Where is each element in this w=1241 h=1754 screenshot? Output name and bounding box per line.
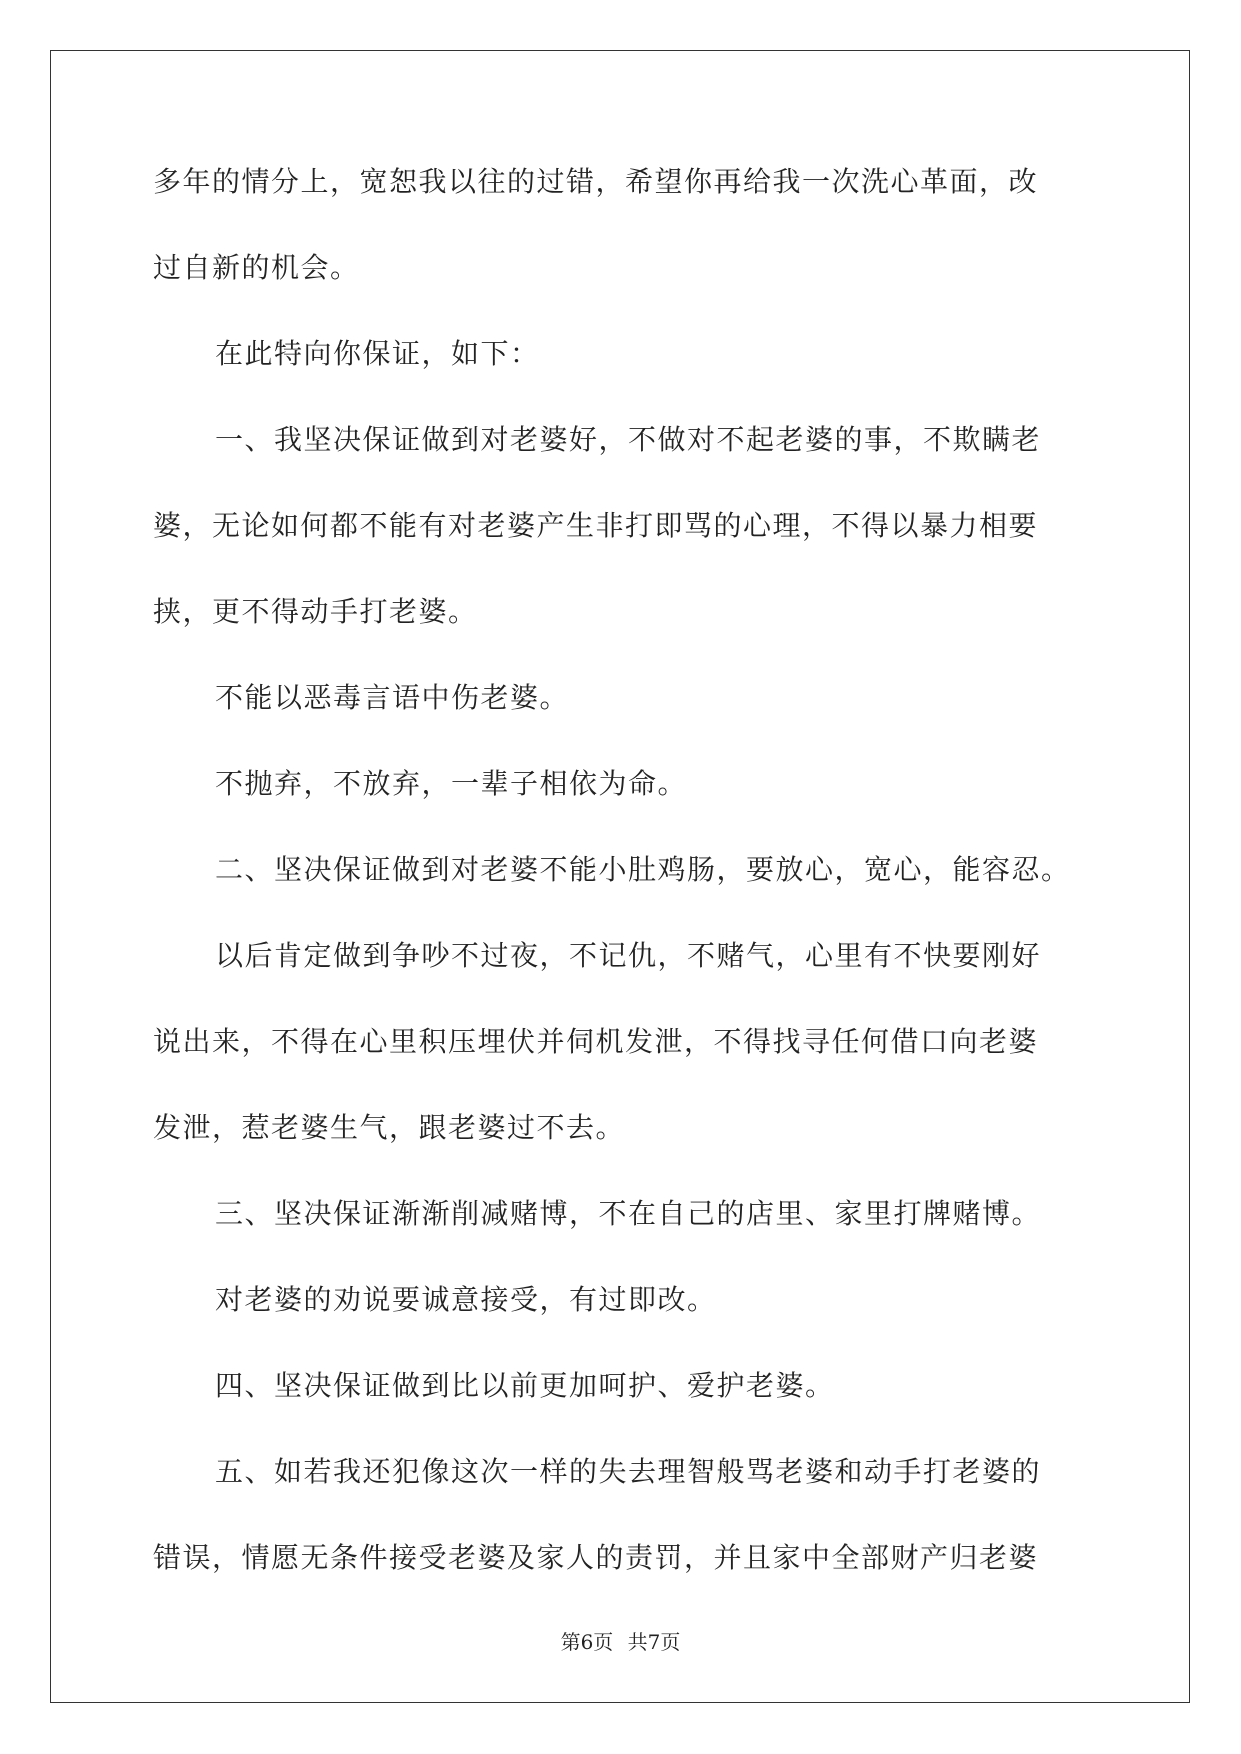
text-line: 对老婆的劝说要诚意接受，有过即改。 <box>215 1283 717 1316</box>
page-total: 共7页 <box>627 1630 681 1654</box>
text-line: 说出来，不得在心里积压埋伏并伺机发泄，不得找寻任何借口向老婆 <box>153 1025 1039 1058</box>
text-line: 发泄，惹老婆生气，跟老婆过不去。 <box>153 1111 626 1144</box>
page-footer <box>0 1626 1241 1655</box>
text-line: 在此特向你保证，如下： <box>215 337 540 370</box>
text-line: 挟，更不得动手打老婆。 <box>153 595 478 628</box>
text-line: 五、如若我还犯像这次一样的失去理智般骂老婆和动手打老婆的 <box>215 1455 1042 1488</box>
text-line: 多年的情分上，宽恕我以往的过错，希望你再给我一次洗心革面，改 <box>153 165 1039 198</box>
text-line: 四、坚决保证做到比以前更加呵护、爱护老婆。 <box>215 1369 835 1402</box>
text-line: 错误，情愿无条件接受老婆及家人的责罚，并且家中全部财产归老婆 <box>153 1541 1039 1574</box>
text-line: 过自新的机会。 <box>153 251 360 284</box>
text-line: 三、坚决保证渐渐削减赌博，不在自己的店里、家里打牌赌博。 <box>215 1197 1042 1230</box>
text-line: 不抛弃，不放弃，一辈子相依为命。 <box>215 767 688 800</box>
text-line: 二、坚决保证做到对老婆不能小肚鸡肠，要放心，宽心，能容忍。 <box>215 853 1071 886</box>
page-number: 第6页 <box>560 1630 614 1654</box>
document-body <box>153 165 1088 1627</box>
text-line: 婆，无论如何都不能有对老婆产生非打即骂的心理，不得以暴力相要 <box>153 509 1039 542</box>
text-line: 不能以恶毒言语中伤老婆。 <box>215 681 570 714</box>
text-line: 以后肯定做到争吵不过夜，不记仇，不赌气，心里有不快要刚好 <box>215 939 1042 972</box>
text-line: 一、我坚决保证做到对老婆好，不做对不起老婆的事，不欺瞒老 <box>215 423 1042 456</box>
